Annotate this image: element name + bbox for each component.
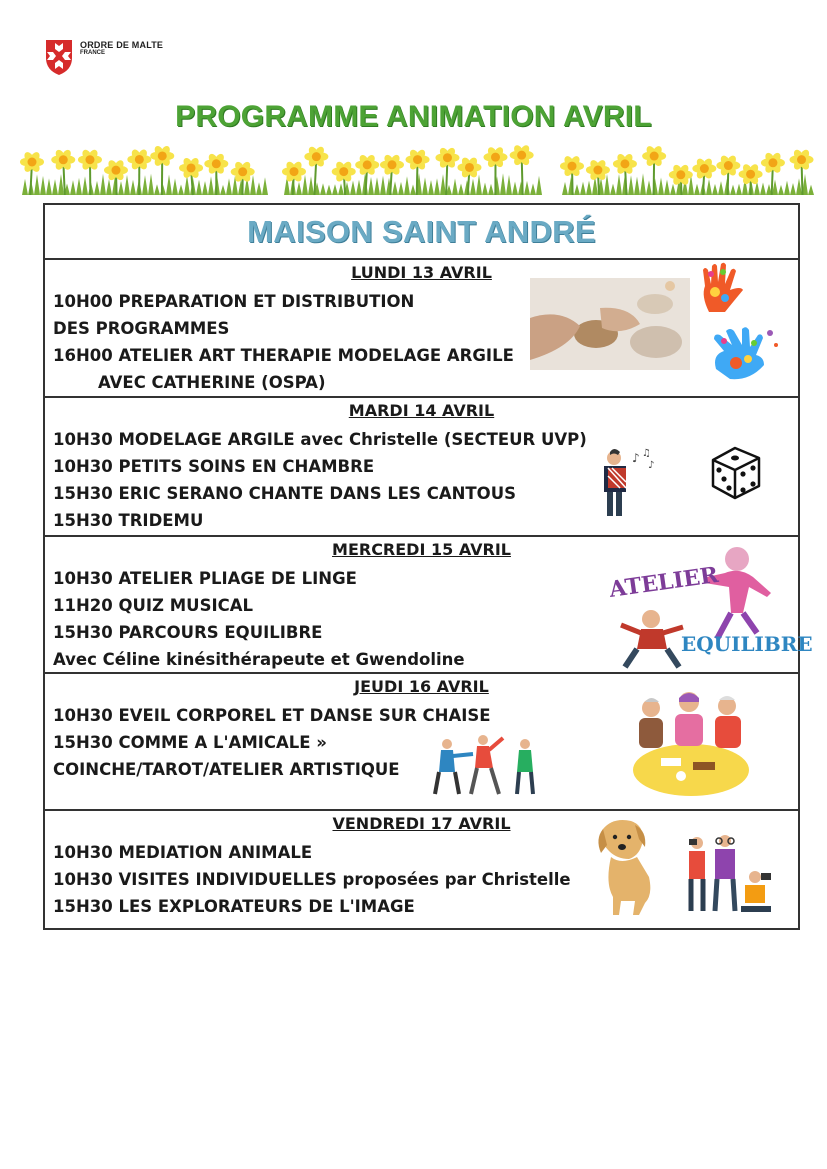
- atelier-word: ATELIER: [607, 561, 720, 603]
- day-title: MARDI 14 AVRIL: [348, 401, 495, 420]
- atelier-equilibre-illustration: [607, 543, 813, 671]
- dice-icon: [705, 444, 763, 500]
- activity-item: 10H30 MODELAGE ARGILE avec Christelle (SECTEUR UVP): [53, 430, 587, 449]
- activity-item: AVEC CATHERINE (OSPA): [98, 373, 326, 392]
- labrador-dog-illustration: [591, 815, 661, 919]
- day-block-friday: [45, 811, 798, 928]
- painted-hand-icon: [710, 325, 782, 383]
- activity-item: 15H30 LES EXPLORATEURS DE L'IMAGE: [53, 897, 415, 916]
- activity-item: DES PROGRAMMES: [53, 319, 230, 338]
- activity-item: 10H30 PETITS SOINS EN CHAMBRE: [53, 457, 375, 476]
- activity-item: 10H30 MEDIATION ANIMALE: [53, 843, 313, 862]
- activity-item: 10H30 VISITES INDIVIDUELLES proposées par Christelle: [53, 870, 571, 889]
- ordre-de-malte-logo: [44, 38, 163, 76]
- activity-item: 15H30 COMME A L'AMICALE »: [53, 733, 327, 752]
- activity-item: 11H20 QUIZ MUSICAL: [53, 596, 253, 615]
- day-title: JEUDI 16 AVRIL: [354, 677, 489, 696]
- page-title: PROGRAMME ANIMATION AVRIL: [175, 100, 652, 133]
- activity-list: [53, 565, 465, 673]
- activity-list: [53, 702, 491, 783]
- day-title: VENDREDI 17 AVRIL: [332, 814, 511, 833]
- house-name: MAISON SAINT ANDRÉ: [247, 213, 596, 249]
- day-block-wednesday: [45, 537, 813, 674]
- maltese-cross-shield-icon: [44, 38, 74, 76]
- programme-table: [43, 203, 813, 930]
- activity-list: [53, 839, 571, 920]
- daffodil-banner-image: [22, 143, 812, 195]
- dancing-seniors-illustration: [433, 734, 543, 798]
- activity-item: Avec Céline kinésithérapeute et Gwendoline: [53, 650, 465, 669]
- activity-item: 16H00 ATELIER ART THERAPIE MODELAGE ARGILE: [53, 346, 514, 365]
- seniors-table-illustration: [631, 686, 749, 798]
- activity-item: 15H30 TRIDEMU: [53, 511, 204, 530]
- table-header: [45, 205, 798, 260]
- day-block-tuesday: [45, 398, 798, 537]
- activity-item: COINCHE/TAROT/ATELIER ARTISTIQUE: [53, 760, 400, 779]
- svg-text:♫: ♫: [642, 448, 651, 459]
- logo-line-2: FRANCE: [80, 50, 105, 56]
- day-title: MERCREDI 15 AVRIL: [332, 540, 511, 559]
- activity-item: 15H30 PARCOURS EQUILIBRE: [53, 623, 323, 642]
- activity-list: [53, 288, 514, 396]
- svg-text:♪: ♪: [632, 451, 640, 465]
- accordion-player-icon: [598, 446, 660, 520]
- day-block-monday: [45, 260, 798, 398]
- painted-hand-icon: [697, 262, 747, 314]
- activity-item: 15H30 ERIC SERANO CHANTE DANS LES CANTOUS: [53, 484, 516, 503]
- photo-explorers-illustration: [683, 833, 775, 915]
- activity-item: 10H30 ATELIER PLIAGE DE LINGE: [53, 569, 357, 588]
- day-block-thursday: [45, 674, 798, 811]
- logo-line-1: ORDRE DE MALTE: [80, 40, 164, 50]
- clay-modeling-photo: [530, 278, 690, 370]
- activity-list: [53, 426, 587, 534]
- svg-text:♪: ♪: [648, 460, 655, 471]
- day-title: LUNDI 13 AVRIL: [351, 263, 492, 282]
- activity-item: 10H30 EVEIL CORPOREL ET DANSE SUR CHAISE: [53, 706, 491, 725]
- equilibre-word: EQUILIBRE: [681, 632, 813, 656]
- activity-item: 10H00 PREPARATION ET DISTRIBUTION: [53, 292, 415, 311]
